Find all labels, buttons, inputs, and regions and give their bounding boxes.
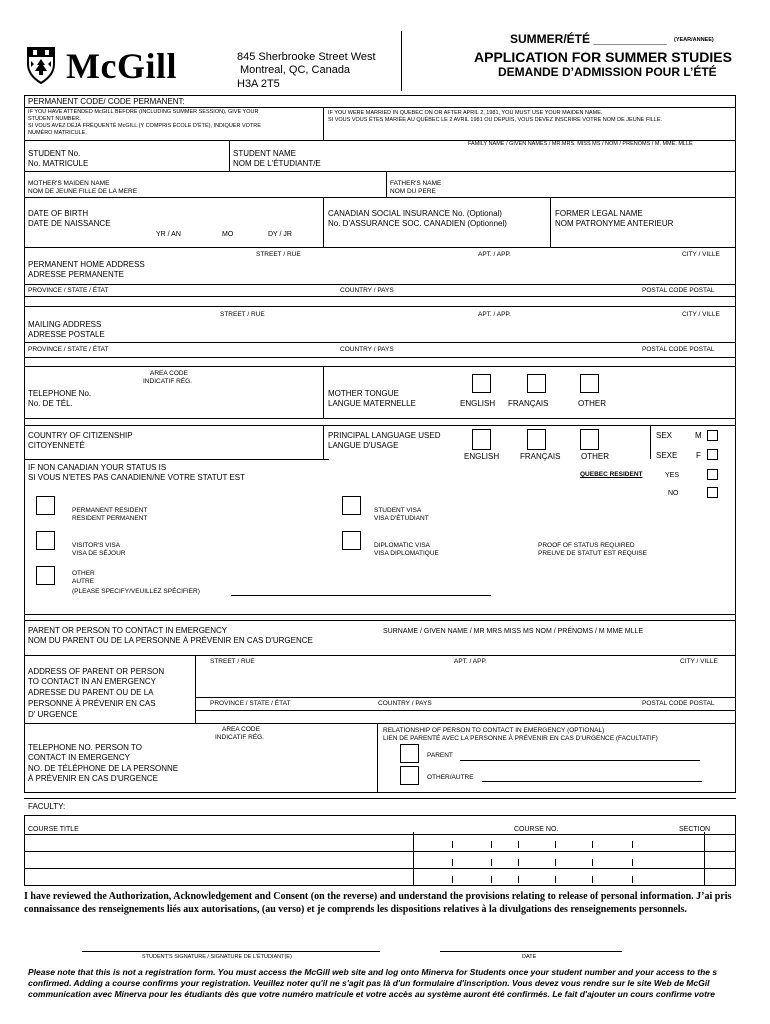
street-label: STREET / RUE: [210, 658, 255, 665]
country-label: COUNTRY / PAYS: [378, 700, 432, 707]
dob-label: DATE DE NAISSANCE: [28, 219, 111, 228]
apt-label: APT. / APP.: [478, 311, 511, 318]
rule: [24, 459, 329, 460]
rule: [24, 306, 736, 307]
course-digit-tick: [592, 859, 593, 866]
language-other-checkbox[interactable]: [580, 429, 599, 450]
rule: [24, 815, 736, 816]
rule: [323, 425, 324, 459]
rule: [650, 425, 651, 459]
province-label: PROVINCE / STATE / ÉTAT: [28, 346, 109, 353]
maiden-name-note: SI VOUS VOUS ÊTES MARIÉE AU QUÉBEC LE 2 AVRIL 1981 OU DEPUIS, VOUS DEVEZ INSCRIRE VOTRE NOM DE JEUNE FILLE.: [328, 117, 663, 123]
date-label: DATE: [522, 954, 537, 960]
home-address-label: ADRESSE PERMANENTE: [28, 270, 125, 279]
student-visa-checkbox[interactable]: [342, 496, 361, 515]
area-code-label: INDICATIF RÉG.: [143, 378, 192, 385]
rule: [24, 342, 736, 343]
course-digit-tick: [452, 876, 453, 883]
rule: [24, 723, 736, 724]
emergency-address-label: ADRESSE DU PARENT OU DE LA: [28, 688, 154, 697]
course-digit-tick: [555, 876, 556, 883]
relationship-parent-input[interactable]: [460, 760, 700, 761]
course-digit-tick: [592, 841, 593, 848]
other-status-label: (PLEASE SPECIFY/VEUILLEZ SPÉCIFIER): [72, 588, 200, 595]
rule: [229, 140, 230, 171]
relationship-label: LIEN DE PARENTÉ AVEC LA PERSONNE À PRÉVENIR EN CAS D'URGENCE (FACULTATIF): [383, 735, 658, 742]
emergency-name-hint: SURNAME / GIVEN NAME / MR MRS MISS MS NOM / PRÉNOMS / M MME MLLE: [383, 628, 644, 635]
course-digit-tick: [632, 841, 633, 848]
mailing-address-label: MAILING ADDRESS: [28, 320, 102, 329]
course-digit-tick: [518, 859, 519, 866]
area-code-label: AREA CODE: [222, 726, 260, 733]
male-label: M: [695, 431, 702, 440]
relationship-other-input[interactable]: [482, 781, 702, 782]
address-line-2: Montreal, QC, Canada: [240, 64, 351, 76]
proof-of-status-note: PREUVE DE STATUT EST REQUISE: [538, 550, 647, 557]
student-name-label: NOM DE L'ÉTUDIANT/E: [233, 159, 321, 168]
rule: [24, 620, 736, 621]
sex-male-checkbox[interactable]: [707, 430, 718, 441]
telephone-label: No. DE TÉL.: [28, 399, 73, 408]
mother-name-label: NOM DE JEUNE FILLE DE LA MERE: [28, 188, 138, 195]
relationship-label: RELATIONSHIP OF PERSON TO CONTACT IN EMERGENCY (OPTIONAL): [383, 727, 605, 734]
principal-language-label: PRINCIPAL LANGUAGE USED: [328, 431, 441, 440]
country-label: COUNTRY / PAYS: [340, 346, 394, 353]
sin-label: CANADIAN SOCIAL INSURANCE No. (Optional): [328, 209, 502, 218]
quebec-no-checkbox[interactable]: [707, 487, 718, 498]
quebec-yes-label: YES: [665, 472, 680, 479]
area-code-label: INDICATIF RÉG.: [215, 734, 264, 741]
mother-tongue-english-checkbox[interactable]: [472, 374, 491, 393]
rule: [24, 95, 736, 96]
mother-tongue-label: MOTHER TONGUE: [328, 389, 399, 398]
other-status-checkbox[interactable]: [36, 566, 55, 585]
rule: [24, 614, 736, 615]
emergency-contact-label: PARENT OR PERSON TO CONTACT IN EMERGENCY: [28, 626, 228, 635]
emergency-address-label: ADDRESS OF PARENT OR PERSON: [28, 667, 165, 676]
course-digit-tick: [491, 859, 492, 866]
address-line-3: H3A 2T5: [237, 78, 280, 90]
female-label: F: [696, 451, 701, 460]
footer-line: Please note that this is not a registration form. You must access the McGill web site and log onto Minerva for Students once your student number and your access to the s: [28, 967, 718, 977]
rule: [323, 366, 324, 418]
rule: [24, 366, 736, 367]
province-label: PROVINCE / STATE / ÉTAT: [210, 700, 291, 707]
area-code-label: AREA CODE: [150, 370, 188, 377]
course-digit-tick: [518, 876, 519, 883]
city-label: CITY / VILLE: [682, 311, 720, 318]
course-title-header: COURSE TITLE: [28, 826, 79, 833]
father-name-label: FATHER'S NAME: [390, 180, 442, 187]
rule: [24, 197, 736, 198]
section-header: SECTION: [679, 826, 711, 833]
permanent-resident-label: RESIDENT PERMANENT: [72, 515, 148, 522]
rule: [24, 798, 736, 799]
permanent-code-note: SI VOUS AVEZ DÉJÀ FRÉQUENTÉ McGILL (Y COMPRIS ÉCOLE D'ÉTÉ), INDIQUER VOTRE: [28, 123, 261, 129]
rule: [24, 95, 25, 792]
emergency-contact-label: NOM DU PARENT OU DE LA PERSONNE À PRÉVENIR EN CAS D'URGENCE: [28, 636, 313, 645]
student-visa-label: VISA D'ÉTUDIANT: [374, 515, 429, 522]
city-label: CITY / VILLE: [680, 658, 718, 665]
rule: [377, 723, 378, 792]
postal-label: POSTAL CODE POSTAL: [642, 346, 715, 353]
footer-line: communication avec Minerva pour les étudiants dès que votre numéro matricule et votre accès au système auront été confirmés. Le fait d'ajouter un cours confirme votre: [28, 989, 715, 999]
french-label: FRANÇAIS: [520, 452, 561, 461]
course-digit-tick: [452, 841, 453, 848]
mcgill-crest-icon: [26, 46, 56, 84]
signature-line: [82, 951, 380, 952]
table-row[interactable]: [25, 852, 735, 868]
permanent-code-label: PERMANENT CODE/ CODE PERMANENT:: [28, 97, 185, 106]
permanent-resident-label: PERMANENT RESIDENT: [72, 507, 148, 514]
relationship-other-checkbox[interactable]: [400, 766, 419, 785]
faculty-label: FACULTY:: [28, 802, 66, 811]
course-digit-tick: [632, 859, 633, 866]
dob-year-label: YR / AN: [156, 231, 181, 238]
course-digit-tick: [518, 841, 519, 848]
form-title: APPLICATION FOR SUMMER STUDIES: [474, 49, 732, 65]
rule: [24, 247, 736, 248]
rule: [195, 697, 736, 698]
signature-label: STUDENT'S SIGNATURE / SIGNATURE DE L'ÉTUDIANT(E): [142, 954, 292, 960]
street-label: STREET / RUE: [256, 251, 301, 258]
name-hint: FAMILY NAME / GIVEN NAMES / MR.MRS. MISS MS / NOM / PRÉNOMS / M. MME. MLLE: [468, 141, 693, 147]
country-label: COUNTRY / PAYS: [340, 287, 394, 294]
mother-tongue-other-checkbox[interactable]: [580, 374, 599, 393]
emergency-phone-label: À PRÉVENIR EN CAS D'URGENCE: [28, 774, 158, 783]
english-label: ENGLISH: [464, 452, 500, 461]
address-line-1: 845 Sherbrooke Street West: [237, 51, 376, 63]
table-row[interactable]: [25, 835, 735, 851]
sexe-label: SEXE: [656, 451, 678, 460]
rule: [24, 885, 736, 886]
course-digit-tick: [555, 859, 556, 866]
rule: [24, 296, 736, 297]
student-visa-label: STUDENT VISA: [374, 507, 422, 514]
permanent-resident-checkbox[interactable]: [36, 496, 55, 515]
diplomatic-visa-label: VISA DIPLOMATIQUE: [374, 550, 439, 557]
proof-of-status-note: PROOF OF STATUS REQUIRED: [538, 542, 635, 549]
course-digit-tick: [452, 859, 453, 866]
emergency-phone-label: CONTACT IN EMERGENCY: [28, 753, 130, 762]
mother-tongue-french-checkbox[interactable]: [527, 374, 546, 393]
other-status-label: AUTRE: [72, 578, 95, 585]
visitor-visa-checkbox[interactable]: [36, 531, 55, 550]
former-name-label: FORMER LEGAL NAME: [555, 209, 643, 218]
sin-label: No. D'ASSURANCE SOC. CANADIEN (Optionnel): [328, 219, 507, 228]
emergency-address-label: D' URGENCE: [28, 710, 78, 719]
citizenship-label: CITOYENNETÉ: [28, 441, 85, 450]
sex-label: SEX: [656, 431, 673, 440]
student-no-label: STUDENT No.: [28, 149, 81, 158]
telephone-label: TELEPHONE No.: [28, 389, 92, 398]
permanent-code-note: STUDENT NUMBER.: [28, 116, 81, 122]
course-digit-tick: [555, 841, 556, 848]
french-label: FRANÇAIS: [508, 399, 549, 408]
apt-label: APT. / APP.: [454, 658, 487, 665]
consent-line: connaissance des renseignements liés aux autorisations, (au verso) et je comprends les dispositions relatives à la divulgations des renseignements personnels.: [24, 904, 687, 915]
language-french-checkbox[interactable]: [527, 429, 546, 450]
quebec-no-label: NO: [668, 490, 679, 497]
date-line: [440, 951, 622, 952]
relationship-parent-label: PARENT: [427, 752, 453, 759]
other-label: OTHER: [578, 399, 606, 408]
rule: [386, 171, 387, 197]
rule: [735, 815, 736, 885]
header-divider: [401, 31, 402, 91]
emergency-address-label: TO CONTACT IN AN EMERGENCY: [28, 677, 157, 686]
consent-line: I have reviewed the Authorization, Acknowledgement and Consent (on the reverse) and understand the provisions relating to release of personal information. J’ai pris: [24, 891, 732, 902]
course-digit-tick: [632, 876, 633, 883]
status-label: SI VOUS N'ETES PAS CANADIEN/NE VOTRE STATUT EST: [28, 473, 245, 482]
postal-label: POSTAL CODE POSTAL: [642, 700, 715, 707]
rule: [195, 710, 736, 711]
brand-name: McGill: [66, 46, 177, 86]
home-address-label: PERMANENT HOME ADDRESS: [28, 260, 145, 269]
principal-language-label: LANGUE D'USAGE: [328, 441, 399, 450]
diplomatic-visa-label: DIPLOMATIC VISA: [374, 542, 430, 549]
visitor-visa-label: VISA DE SÉJOUR: [72, 550, 126, 557]
city-label: CITY / VILLE: [682, 251, 720, 258]
rule: [24, 418, 736, 419]
relationship-parent-checkbox[interactable]: [400, 744, 419, 763]
dob-month-label: MO: [222, 231, 234, 238]
rule: [735, 95, 736, 792]
maiden-name-note: IF YOU WERE MARRIED IN QUEBEC ON OR AFTER APRIL 2, 1981, YOU MUST USE YOUR MAIDEN NAME.: [328, 110, 603, 116]
apt-label: APT. / APP.: [478, 251, 511, 258]
province-label: PROVINCE / STATE / ÉTAT: [28, 287, 109, 294]
rule: [24, 655, 736, 656]
sex-female-checkbox[interactable]: [707, 449, 718, 460]
emergency-phone-label: TELEPHONE NO. PERSON TO: [28, 743, 142, 752]
course-digit-tick: [491, 841, 492, 848]
permanent-code-note: NUMÉRO MATRICULE.: [28, 130, 87, 136]
rule: [195, 655, 196, 723]
quebec-resident-label: QUEBEC RESIDENT: [580, 471, 643, 478]
mother-name-label: MOTHER'S MAIDEN NAME: [28, 180, 110, 187]
former-name-label: NOM PATRONYME ANTERIEUR: [555, 219, 674, 228]
diplomatic-visa-checkbox[interactable]: [342, 531, 361, 550]
emergency-address-label: PERSONNE À PRÉVENIR EN CAS: [28, 699, 156, 708]
student-no-label: No. MATRICULE: [28, 159, 89, 168]
footer-line: confirmed. Adding a course confirms your registration. Veuillez noter qu'il ne s'agit pas là d'un formulaire d'inscription. Vous devez vous rendre sur le site Web de McGil: [28, 978, 710, 988]
quebec-yes-checkbox[interactable]: [707, 469, 718, 480]
rule: [550, 197, 551, 247]
status-label: IF NON CANADIAN YOUR STATUS IS: [28, 463, 167, 472]
english-label: ENGLISH: [460, 399, 496, 408]
emergency-phone-label: NO. DE TÉLÉPHONE DE LA PERSONNE: [28, 764, 179, 773]
rule: [323, 197, 324, 247]
summer-label: SUMMER/ÉTÉ ___________: [510, 32, 667, 46]
rule: [24, 171, 736, 172]
year-label: (YEAR/ANNEE): [674, 37, 714, 43]
rule: [24, 425, 736, 426]
citizenship-label: COUNTRY OF CITIZENSHIP: [28, 431, 133, 440]
rule: [24, 357, 736, 358]
rule: [24, 107, 736, 108]
rule: [24, 792, 736, 793]
course-digit-tick: [491, 876, 492, 883]
course-digit-tick: [592, 876, 593, 883]
mother-tongue-label: LANGUE MATERNELLE: [328, 399, 416, 408]
student-name-label: STUDENT NAME: [233, 149, 296, 158]
rule: [323, 107, 324, 140]
street-label: STREET / RUE: [220, 311, 265, 318]
other-label: OTHER: [581, 452, 609, 461]
father-name-label: NOM DU PERE: [390, 188, 436, 195]
visitor-visa-label: VISITOR'S VISA: [72, 542, 121, 549]
form-subtitle: DEMANDE D’ADMISSION POUR L’ÉTÉ: [498, 65, 717, 79]
table-row[interactable]: [25, 869, 735, 885]
dob-day-label: DY / JR: [268, 231, 292, 238]
rule: [24, 284, 736, 285]
postal-label: POSTAL CODE POSTAL: [642, 287, 715, 294]
other-status-label: OTHER: [72, 570, 95, 577]
mailing-address-label: ADRESSE POSTALE: [28, 330, 105, 339]
language-english-checkbox[interactable]: [472, 429, 491, 450]
dob-label: DATE OF BIRTH: [28, 209, 89, 218]
other-status-input[interactable]: [231, 595, 491, 596]
relationship-other-label: OTHER/AUTRE: [427, 774, 474, 781]
permanent-code-note: IF YOU HAVE ATTENDED McGILL BEFORE (INCLUDING SUMMER SESSION), GIVE YOUR: [28, 109, 259, 115]
course-no-header: COURSE NO.: [514, 826, 559, 833]
